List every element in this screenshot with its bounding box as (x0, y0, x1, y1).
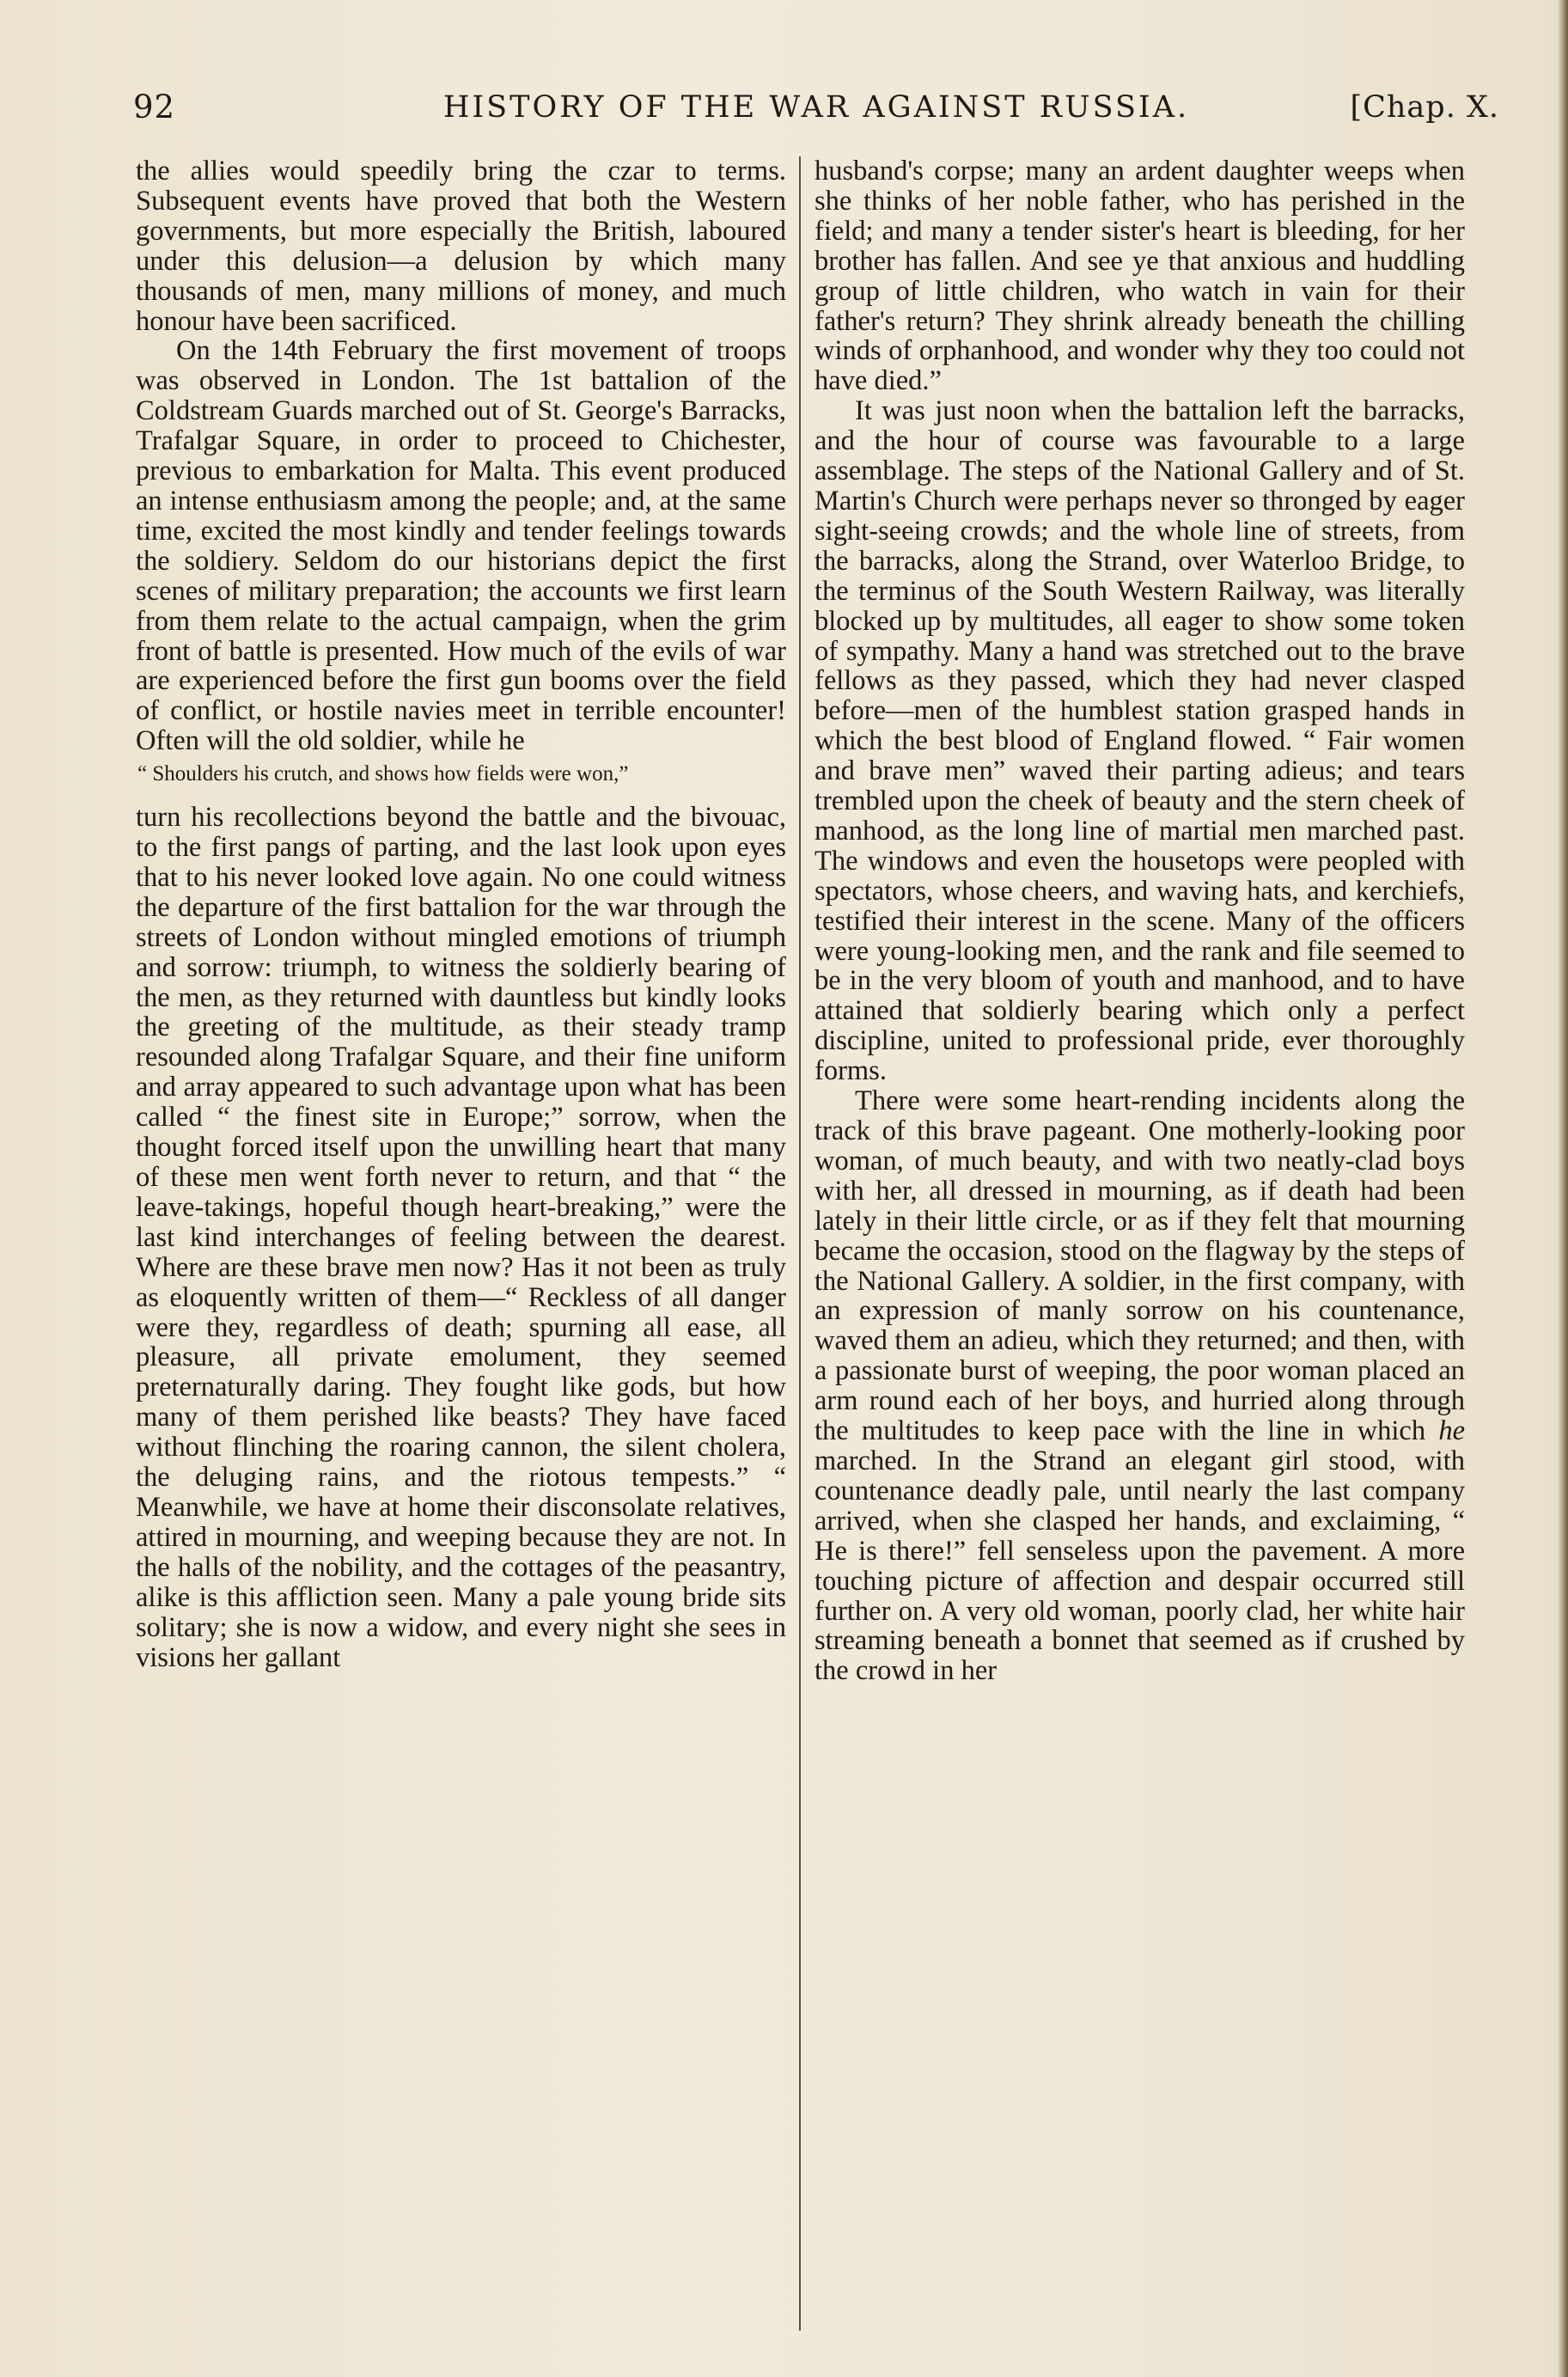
running-title: HISTORY OF THE WAR AGAINST RUSSIA. (442, 90, 1190, 125)
left-paragraph-1: the allies would speedily bring the czar to terms. Subsequent events have proved that both the Western governments, but more especially the British, laboured under this delusion—a delusion by which many thousands of men, many millions of money, and much honour have been sacrificed. (136, 156, 786, 337)
italic-he: he (1438, 1415, 1465, 1447)
chapter-label: [Chap. X. (1350, 90, 1499, 125)
right-paragraph-1: husband's corpse; many an ardent daughter weeps when she thinks of her noble father, who has perished in the field; and many a tender sister's heart is bleeding, for her brother has fallen. And see ye that anxious and huddling group of little children, who watch in vain for their father's return? They shrink already beneath the chilling winds of orphanhood, and wonder why they too could not have died.” (815, 156, 1465, 397)
right-paragraph-3-start: There were some heart-rending incidents along the track of this brave pageant. One motherly-looking poor woman, of much beauty, and with two neatly-clad boys with her, all dressed in mourning, as if death had been lately in their little circle, or as if they felt that mourning became the occasion, stood on the flagway by the steps of the National Gallery. A soldier, in the first company, with an expression of manly sorrow on his countenance, waved them an adieu, which they returned; and then, with a passionate burst of weeping, the poor woman placed an arm round each of her boys, and hurried along through the multitudes to keep pace with the line in which (815, 1085, 1465, 1447)
right-column (815, 156, 1465, 1686)
column-divider (799, 156, 801, 2331)
running-head (133, 86, 1499, 129)
left-column (136, 156, 786, 1672)
left-paragraph-3: turn his recollections beyond the battle and the bivouac, to the first pangs of parting, and the last look upon eyes that to his never looked love again. No one could witness the departure of the first battalion for the war through the streets of London without mingled emotions of triumph and sorrow: triumph, to witness the soldierly bearing of the men, as they returned with dauntless but kindly looks the greeting of the multitude, as their steady tramp resounded along Trafalgar Square, and their fine uniform and array appeared to such advantage upon what has been called “ the finest site in Europe;” sorrow, when the thought forced itself upon the unwilling heart that many of these men went forth never to return, and that “ the leave-takings, hopeful though heart-breaking,” were the last kind interchanges of feeling between the dearest. Where are these brave men now? Has it not been as truly as eloquently written of them—“ Reckless of all danger were they, regardless of death; spurning all ease, all pleasure, all private emolument, they seemed preternaturally daring. They fought like gods, but how many of them perished like beasts? They have faced without flinching the roaring cannon, the silent cholera, the deluging rains, and the riotous tempests.” “ Meanwhile, we have at home their disconsolate relatives, attired in mourning, and weeping because they are not. In the halls of the nobility, and the cottages of the peasantry, alike is this affliction seen. Many a pale young bride sits solitary; she is now a widow, and every night she sees in visions her gallant (136, 802, 786, 1673)
page-number: 92 (133, 89, 176, 125)
right-paragraph-3-end: marched. In the Strand an elegant girl stood, with countenance deadly pale, until nearly the last company arrived, when she clasped her hands, and exclaiming, “ He is there!” fell senseless upon the pavement. A more touching picture of affection and despair occurred still further on. A very old woman, poorly clad, her white hair streaming beneath a bonnet that seemed as if crushed by the crowd in her (815, 1445, 1465, 1687)
page-edge-shadow (1558, 0, 1568, 2377)
right-paragraph-3 (815, 1086, 1465, 1686)
left-paragraph-2: On the 14th February the first movement of troops was observed in London. The 1st battalion of the Coldstream Guards marched out of St. George's Barracks, Trafalgar Square, in order to proceed to Chichester, previous to embarkation for Malta. This event produced an intense enthusiasm among the people; and, at the same time, excited the most kindly and tender feelings towards the soldiery. Seldom do our historians depict the first scenes of military preparation; the accounts we first learn from them relate to the actual campaign, when the grim front of battle is presented. How much of the evils of war are experienced before the first gun booms over the field of conflict, or hostile navies meet in terrible encounter! Often will the old soldier, while he (136, 335, 786, 757)
verse-quote: “ Shoulders his crutch, and shows how fields were won,” (137, 762, 629, 786)
right-paragraph-2: It was just noon when the battalion left the barracks, and the hour of course was favourable to a large assemblage. The steps of the National Gallery and of St. Martin's Church were perhaps never so thronged by eager sight-seeing crowds; and the whole line of streets, from the barracks, along the Strand, over Waterloo Bridge, to the terminus of the South Western Railway, was literally blocked up by multitudes, all eager to show some token of sympathy. Many a hand was stretched out to the brave fellows as they passed, which they had never clasped before—men of the humblest station grasped hands in which the best blood of England flowed. “ Fair women and brave men” waved their parting adieus; and tears trembled upon the cheek of beauty and the stern cheek of manhood, as the long line of martial men marched past. The windows and even the housetops were peopled with spectators, whose cheers, and waving hats, and kerchiefs, testified their interest in the scene. Many of the officers were young-looking men, and the rank and file seemed to be in the very bloom of youth and manhood, and to have attained that soldierly bearing which only a perfect discipline, united to professional pride, ever thoroughly forms. (815, 395, 1465, 1087)
